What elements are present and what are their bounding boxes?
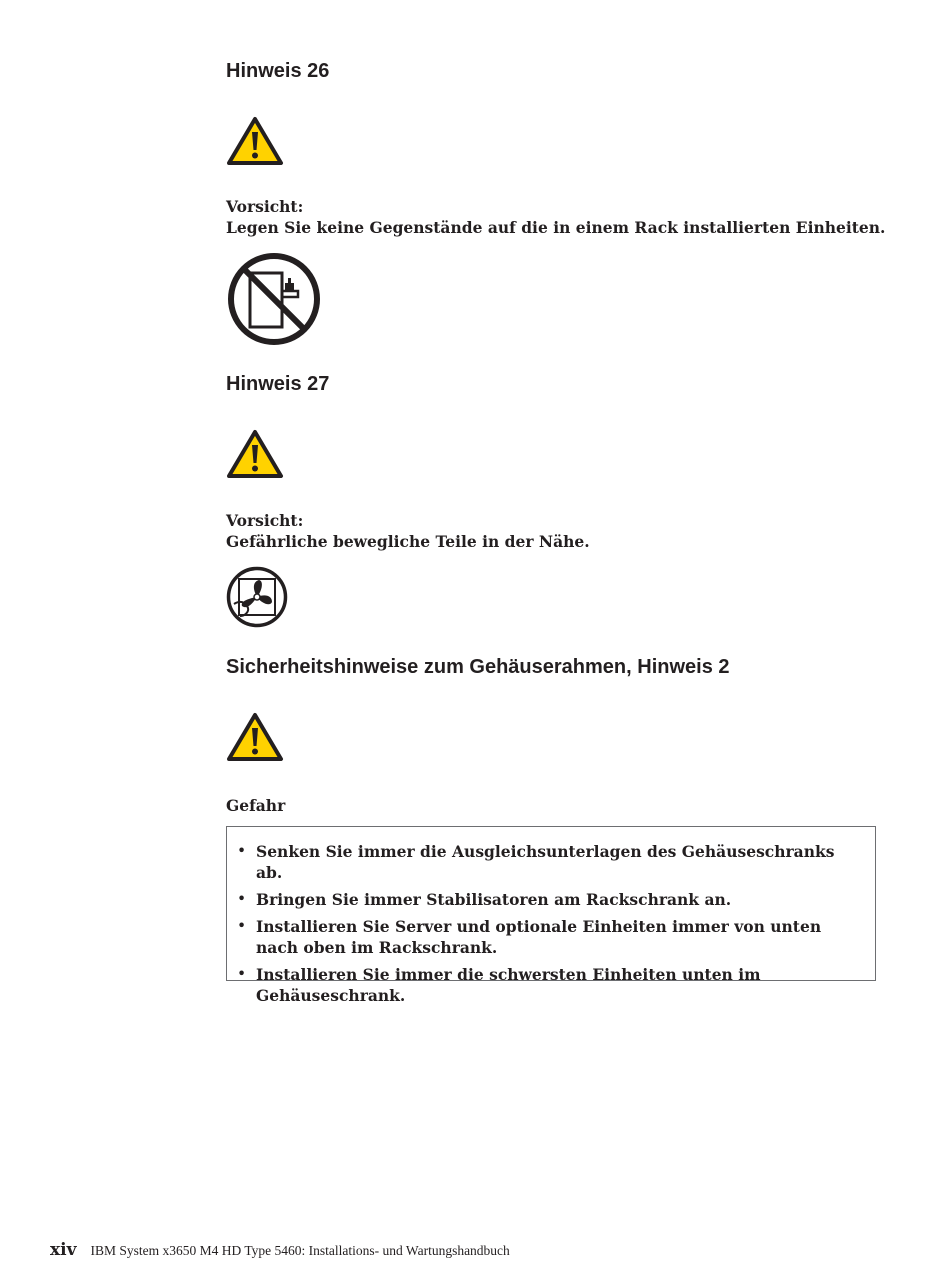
caution-triangle-icon: [226, 116, 284, 166]
section-heading-hinweis-26: Hinweis 26: [226, 60, 330, 82]
no-objects-on-rack-icon: [226, 251, 322, 347]
bullet: •: [237, 890, 247, 908]
bullet: •: [237, 965, 247, 983]
list-item: [227, 841, 875, 883]
caution-triangle-icon: [226, 712, 284, 762]
caution-label: Vorsicht:: [226, 197, 304, 216]
list-item: [227, 964, 875, 1006]
document-title: IBM System x3650 M4 HD Type 5460: Installations- und Wartungshandbuch: [90, 1243, 510, 1258]
bullet: •: [237, 842, 247, 860]
moving-fan-blades-icon: [226, 566, 288, 628]
section-heading-rack-safety: Sicherheitshinweise zum Gehäuserahmen, Hinweis 2: [226, 656, 730, 678]
danger-list: [227, 827, 875, 1006]
list-item-text: Senken Sie immer die Ausgleichsunterlagen des Gehäuseschranks ab.: [256, 842, 835, 882]
list-item: [227, 889, 875, 910]
caution-triangle-icon: [226, 429, 284, 479]
bullet: •: [237, 917, 247, 935]
page-number: xiv: [50, 1240, 77, 1260]
caution-label: Vorsicht:: [226, 511, 304, 530]
list-item-text: Installieren Sie Server und optionale Einheiten immer von unten nach oben im Rackschrank.: [256, 917, 822, 957]
page-footer: [50, 1240, 510, 1262]
caution-text: Gefährliche bewegliche Teile in der Nähe.: [226, 532, 590, 551]
section-heading-hinweis-27: Hinweis 27: [226, 373, 330, 395]
list-item-text: Bringen Sie immer Stabilisatoren am Rackschrank an.: [256, 890, 732, 909]
danger-label: Gefahr: [226, 796, 286, 815]
list-item-text: Installieren Sie immer die schwersten Einheiten unten im Gehäuseschrank.: [256, 965, 761, 1005]
danger-list-box: [226, 826, 876, 1005]
caution-text: Legen Sie keine Gegenstände auf die in einem Rack installierten Einheiten.: [226, 218, 886, 237]
list-item: [227, 916, 875, 958]
